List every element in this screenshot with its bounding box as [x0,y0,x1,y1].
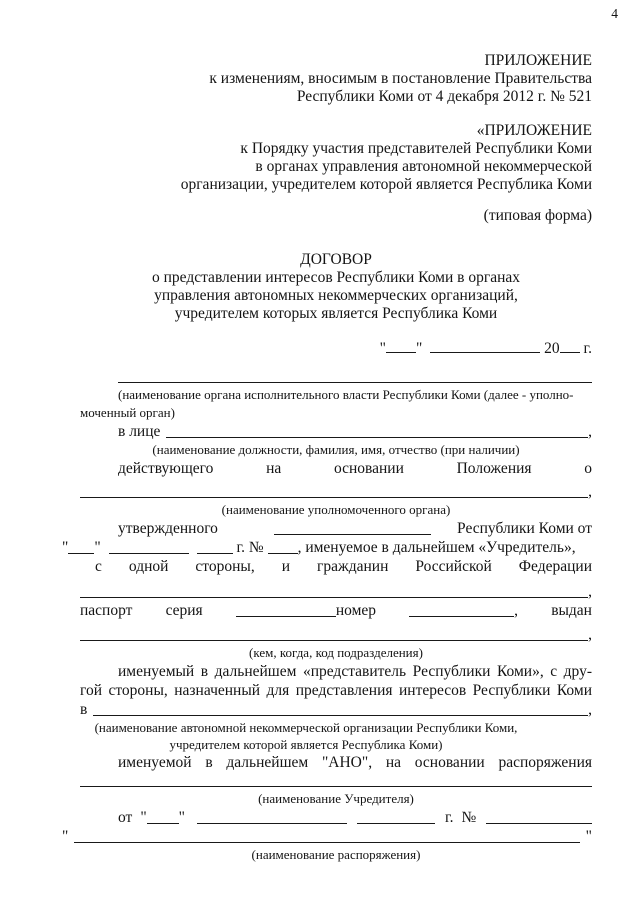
caption-founder-name: (наименование Учредителя) [258,791,414,806]
named-founder-tail: , именуемое в дальнейшем «Учредитель», [297,539,576,556]
appendix-title: ПРИЛОЖЕНИЕ [484,52,592,69]
issued-label: выдан [551,602,592,619]
contract-title-line: о представлении интересов Республики Коми в органах [151,269,520,286]
approved-tail: Республики Коми от [457,520,592,537]
blank-approved-field [274,534,431,535]
named-representative-line-2: гой стороны, назначенный для представления интересов Республики Коми [80,682,592,699]
appendix-inner-line: организации, учредителем которой является Республика Коми [180,176,592,193]
form-type-note: (типовая форма) [483,207,592,224]
close-quote: " [585,828,592,845]
close-quote: " [178,809,185,826]
passport-label: паспорт [80,602,133,619]
appendix-inner-line: в органах управления автономной некоммерческой [255,158,592,175]
number-field-group [409,601,518,620]
from-label: от [118,809,133,826]
comma: , [588,483,592,500]
comma: , [588,423,592,440]
blank-month-field [197,823,347,824]
acting-on-basis-line: действующего на основании Положения о [118,460,592,477]
caption-authority-1: (наименование органа исполнительного власти Республики Коми (далее - уполно- [118,387,574,402]
blank-number-field [409,616,514,617]
passport-row [80,601,592,620]
blank-line [118,382,592,383]
comma: , [588,701,592,718]
blank-series-field [236,616,336,617]
in-label: в [80,701,88,718]
contract-date-line [80,339,592,358]
appendix-ref-line: Республики Коми от 4 декабря 2012 г. № 521 [296,88,592,105]
blank-year-field [357,823,435,824]
year-prefix: 20 [540,340,560,357]
blank-ano-field [93,715,588,716]
order-name-row [62,827,592,846]
contract-title-block [80,251,592,323]
blank-day-field [386,352,416,353]
caption-authorized-body: (наименование уполномоченного органа) [221,502,451,517]
regulation-name-rule [80,482,592,501]
number-label: номер [335,602,377,619]
blank-order-number-field [486,823,592,824]
appendix-inner-title: «ПРИЛОЖЕНИЕ [476,122,592,139]
blank-line [80,597,588,598]
approved-label: утвержденного [118,520,218,537]
open-quote: " [62,539,69,556]
contract-title: ДОГОВОР [300,251,372,268]
comma: , [588,626,592,643]
appendix-inner-block [80,122,592,225]
founder-date-row [62,538,592,557]
appendix-reference-block [80,52,592,106]
blank-day-field [68,553,94,554]
named-ano-line: именуемой в дальнейшем "АНО", на основании распоряжения [118,754,592,771]
no-label: № [461,809,477,826]
caption-issued-by: (кем, когда, код подразделения) [249,645,423,660]
blank-line [80,640,588,641]
open-quote: " [379,340,386,357]
blank-month-field [430,352,540,353]
close-quote: " [94,539,101,556]
caption-authority-2: моченный орган) [80,405,175,420]
in-person-row [80,422,592,441]
series-field-group [236,601,376,620]
g-no-label: г. № [232,539,268,556]
named-representative-line-1: именуемый в дальнейшем «представитель Республики Коми», с дру- [118,663,592,680]
citizen-name-rule [80,582,592,601]
contract-form-body [62,382,592,864]
blank-order-name-field [74,842,579,843]
blank-number-field [268,553,298,554]
blank-year-field [560,352,580,353]
year-suffix: г. [579,340,592,357]
blank-month-field [109,553,189,554]
blank-year-field [197,553,233,554]
comma: , [588,583,592,600]
comma: , [514,602,519,619]
blank-line [80,497,588,498]
in-person-label: в лице [118,423,161,440]
caption-ano-1: (наименование автономной некоммерческой организации Республики Коми, [94,720,518,735]
open-quote: " [140,809,147,826]
contract-title-line: управления автономных некоммерческих организаций, [154,287,518,304]
close-quote: " [415,340,423,357]
order-date-row [80,808,592,827]
issued-by-rule [80,625,592,644]
blank-day-field [147,823,179,824]
g-label: г. [444,809,454,826]
one-side-citizen-line: с одной стороны, и гражданин Российской Федерации [95,558,592,575]
approved-row [80,519,592,538]
caption-ano-2: учредителем которой является Республика Коми) [169,737,443,752]
series-label: серия [165,602,203,619]
caption-order-name: (наименование распоряжения) [251,847,421,862]
page-number: 4 [611,6,618,21]
open-quote: " [62,828,69,845]
appendix-inner-line: к Порядку участия представителей Республики Коми [240,140,592,157]
contract-title-line: учредителем которых является Республика Коми [174,305,498,322]
ano-name-row [80,700,592,719]
blank-person-field [166,437,588,438]
caption-position: (наименование должности, фамилия, имя, отчество (при наличии) [152,442,520,457]
blank-line [80,786,592,787]
appendix-ref-line: к изменениям, вносимым в постановление Правительства [209,70,592,87]
